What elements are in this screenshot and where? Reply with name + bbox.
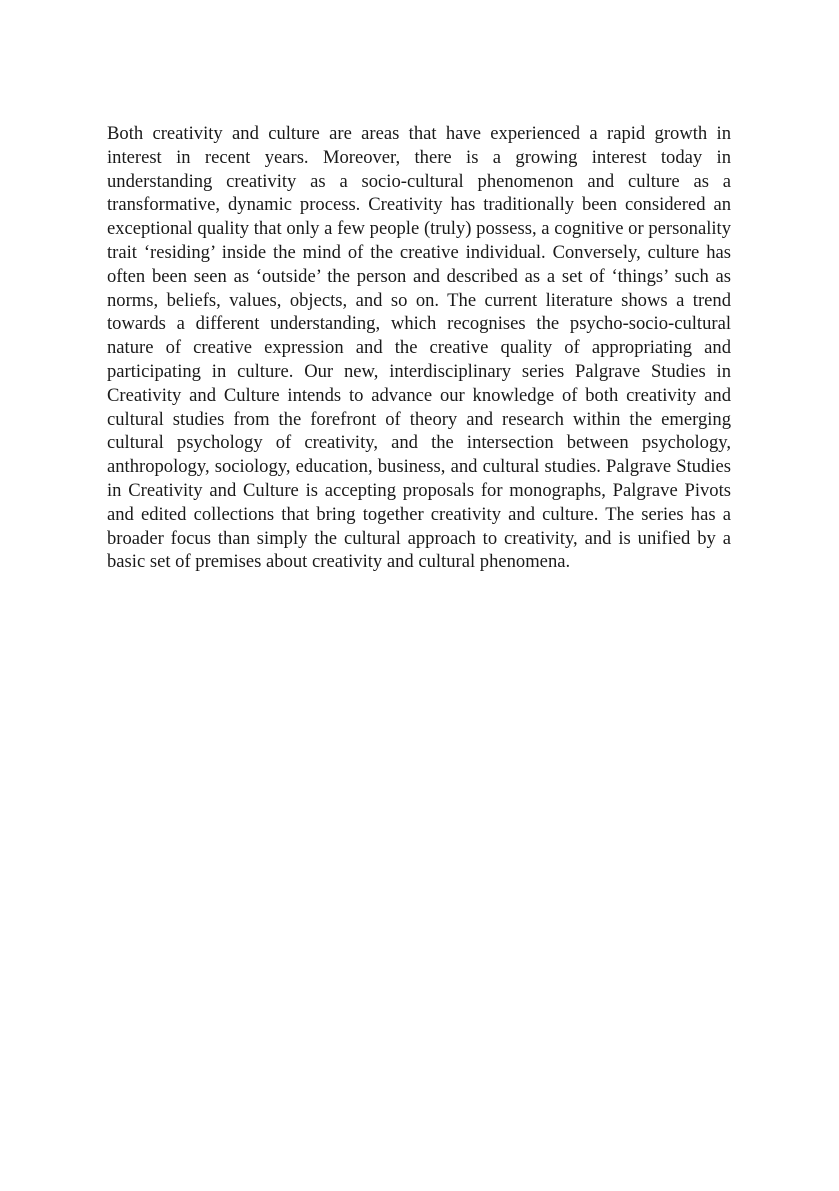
series-description-paragraph: Both creativity and culture are areas that have experienced a rapid growth in interest in recent years. Moreover, there is a growing interest today in understanding creativity as a socio-cultural phenomenon and culture as a transformative, dynamic process. Creativity has traditionally been considered an exceptional quality that only a few people (truly) possess, a cognitive or personality trait ‘residing’ inside the mind of the creative individual. Conversely, culture has often been seen as ‘outside’ the person and described as a set of ‘things’ such as norms, beliefs, values, objects, and so on. The current literature shows a trend towards a different understanding, which recognises the psycho-socio-cultural nature of creative expression and the creative quality of appropriating and participating in culture. Our new, interdisciplinary series Palgrave Studies in Creativity and Culture intends to advance our knowledge of both creativity and cultural studies from the forefront of theory and research within the emerging cultural psychology of creativity, and the intersection between psychology, anthropology, sociology, education, business, and cultural studies. Palgrave Studies in Creativity and Culture is accepting proposals for monographs, Palgrave Pivots and edited collections that bring together creativity and culture. The series has a broader focus than simply the cultural approach to creativity, and is unified by a basic set of premises about creativity and cultural phenomena. — [107, 123, 731, 573]
